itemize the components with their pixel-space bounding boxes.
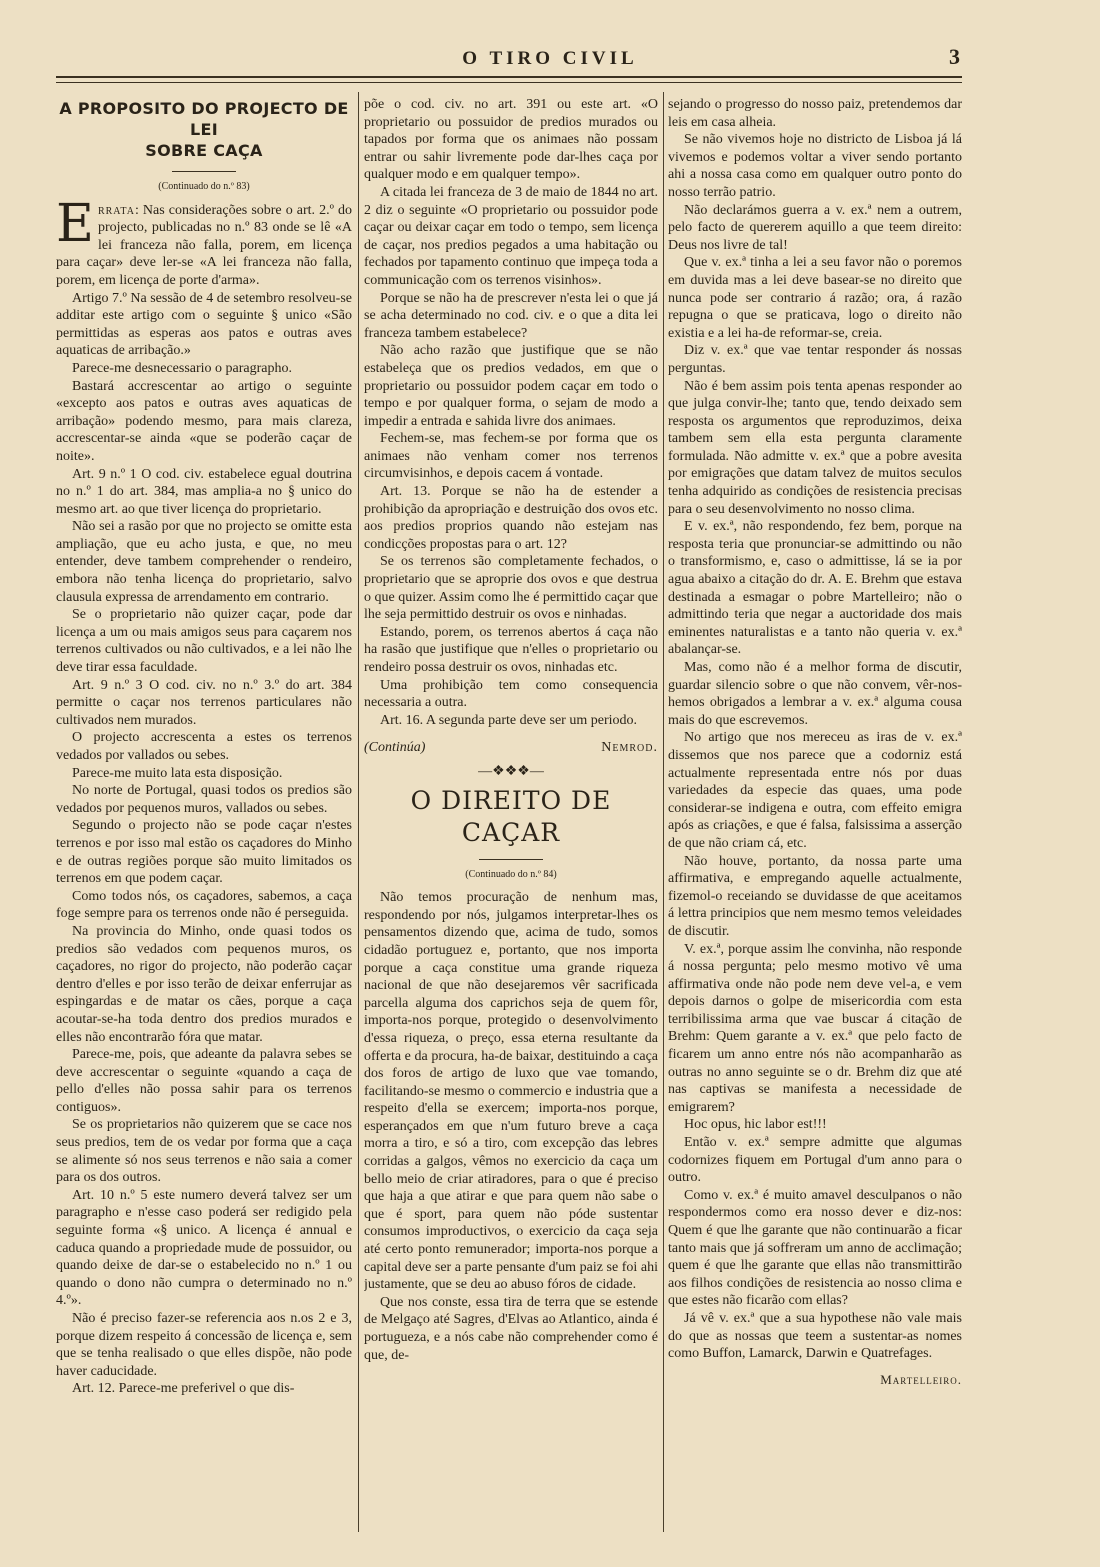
paragraph: Parece-me desnecessario o paragrapho. xyxy=(72,360,293,376)
header-rule-thin xyxy=(56,82,962,83)
errata-label: rrata xyxy=(97,202,135,218)
column-divider xyxy=(663,92,664,1532)
paragraph: V. ex.ª, porque assim lhe convinha, não responde á nossa pergunta; pelo mesmo motivo vê uma affirmativa onde não pode nem deve vel-a, e vem depois darnos o golpe de misericordia com esta terribilissima arma que vae buscar á citação de Brehm: Quem garante a v. ex.ª que pelo facto de ficarem um anno entre nós não acompanharão as outras no anno seguinte se o dr. Brehm diz que até nas captivas se manifesta a necessidade de emigrarem? xyxy=(668,941,962,1115)
column-3 xyxy=(668,96,962,1536)
masthead xyxy=(0,40,1100,74)
paragraph: Não declarámos guerra a v. ex.ª nem a outrem, pelo facto de quererem aquillo a que teem direito: Deus nos livre de tal! xyxy=(668,202,962,253)
paragraph: Então v. ex.ª sempre admitte que algumas codornizes fiquem em Portugal d'um anno para o outro. xyxy=(668,1135,962,1186)
paragraph: O projecto accrescenta a estes os terrenos vedados por vallados ou sebes. xyxy=(56,730,352,763)
paragraph: Se os terrenos são completamente fechados, o proprietario que se aproprie dos ovos e que destrua o que quizer. Assim como lhe é permittido caçar que lhe seja permittido destruir os ovos e ninhadas. xyxy=(364,554,658,623)
paragraph: Na provincia do Minho, onde quasi todos os predios são vedados com pequenos muros, os caçadores, no rigor do projecto, não poderão caçar dentro d'elles e por isso terão de deixar enferrujar as espingardas e de matar os cães, porque a caça acoutar-se-ha toda dentro dos predios murados e elles não encontrarão fóra que matar. xyxy=(56,923,352,1045)
paragraph: Não é bem assim pois tenta apenas responder ao que julga convir-lhe; tanto que, tendo deixado sem resposta os argumentos que reproduzimos, deixa tambem sem ella esta pergunta claramente formulada. Não admitte v. ex.ª que a pobre avesita por emigrações que datam talvez de muitos seculos tenha adquirido as condições de resistencia precisas para o seu desenvolvimento no nosso clima. xyxy=(668,378,962,517)
continuation-note: (Continuado do n.º 83) xyxy=(158,181,250,192)
paragraph: Não houve, portanto, da nossa parte uma affirmativa, e empregando aquelle actualmente, fizemol-o receiando se duvidasse de que aceitamos á lettra principios que nem mesmo temos veleidades de discutir. xyxy=(668,853,962,939)
paragraph: Porque se não ha de prescrever n'esta lei o que já se acha determinado no cod. civ. e o que a dita lei franceza tambem estabelece? xyxy=(364,290,658,341)
paragraph: Art. 12. Parece-me preferivel o que dis- xyxy=(72,1381,295,1397)
paragraph: Como todos nós, os caçadores, sabemos, a caça foge sempre para os terrenos onde não é perseguida. xyxy=(56,888,352,922)
paragraph: Uma prohibição tem como consequencia necessaria a outra. xyxy=(364,677,658,711)
paragraph: Se os proprietarios não quizerem que se cace nos seus predios, tem de os vedar por forma que a caça se alimente só nos seus terrenos e não saia a comer para os dos outros. xyxy=(56,1117,352,1186)
paragraph: Como v. ex.ª é muito amavel desculpanos o não respondermos como era nosso dever e diz-nos: Quem é que lhe garante que não continuarão a ficar tanto mais que já soffreram um anno de acclimação; quem é que lhe garante que ellas não transmittirão aos filhos condições de resistencia ao nosso clima e que estes não ficarão com ellas? xyxy=(668,1187,962,1309)
article-title-line-1: A PROPOSITO DO PROJECTO DE LEI xyxy=(59,99,349,139)
paragraph: Art. 13. Porque se não ha de estender a prohibição da apropriação e destruição dos ovos etc. aos predios proprios quando não estejam nas condicções propostas para o art. 12? xyxy=(364,484,658,552)
title-rule xyxy=(172,171,236,172)
paragraph: Mas, como não é a melhor forma de discutir, guardar silencio sobre o que não convem, vêr-nos-hemos obrigados a lembrar a v. ex.ª alguma cousa mais do que escrevemos. xyxy=(668,660,962,728)
column-divider xyxy=(358,92,359,1532)
signature-line xyxy=(364,739,658,757)
paragraph: Artigo 7.º Na sessão de 4 de setembro resolveu-se additar este artigo com o seguinte § unico «São permittidas as esperas aos patos e outras aves aquaticas de arribação.» xyxy=(56,290,352,359)
paragraph: No norte de Portugal, quasi todos os predios são vedados por pequenos muros, vallados ou sebes. xyxy=(56,783,352,816)
title-rule xyxy=(479,859,543,860)
paragraph: sejando o progresso do nosso paiz, pretendemos dar leis em casa alheia. xyxy=(668,97,962,130)
paragraph: Fechem-se, mas fechem-se por forma que os animaes não venham comer nos terrenos circumvisinhos, e depois cacem á vontade. xyxy=(364,431,658,482)
paragraph: Não é preciso fazer-se referencia aos n.os 2 e 3, porque dizem respeito á concessão de licença e, sem que se tenha realisado o que elles dispõe, não pode haver caducidade. xyxy=(56,1311,352,1379)
header-rule xyxy=(56,76,962,78)
page-number: 3 xyxy=(949,44,960,69)
paragraph: Se não vivemos hoje no districto de Lisboa já lá vivemos e podemos voltar a viver sendo portanto ahi a nossa casa como em qualquer outro ponto do nosso terrão patrio. xyxy=(668,132,962,200)
paragraph: põe o cod. civ. no art. 391 ou este art. «O proprietario ou possuidor de predios murados ou tapados por forma que os animaes não possam entrar ou sahir livremente pode dar-lhes caça por qualquer modo e em qualquer tempo». xyxy=(364,97,658,183)
paragraph: Não temos procuração de nenhum mas, respondendo por nós, julgamos interpretar-lhes os pensamentos dizendo que, acima de tudo, somos cidadão portuguez e, portanto, que nos importa porque a caça constitue uma grande riqueza nacional de que não desejaremos vêr sacrificada parcella alguma dos caprichos seja de quem fôr, importa-nos porque, protegido o desenvolvimento d'essa riqueza, o preço, essa eterna resultante da offerta e da procura, ha-de baixar, destituindo a caça dos foros de artigo de luxo que vae tomando, facilitando-se mesmo o commercio e industria que a respeito d'ella se exercem; importa-nos porque, esperançados em que n'um futuro breve a caça morra a tiro, e só a tiro, com excepção das lebres corridas a galgos, vêmos no exercicio da caça um bello meio de criar atiradores, para o que é preciso que haja a que atirar e que para quem não sabe o que é sport, para quem não póde sustentar consumos improductivos, o exercicio da caça seja até certo ponto remunerador; importa-nos porque a capital deve ser a parte pensante d'um paiz se foi ahi justamente, que se deu ao abuso fóros de cidade. xyxy=(364,890,658,1293)
paragraph: Hoc opus, hic labor est!!! xyxy=(684,1117,827,1133)
paragraph: A citada lei franceza de 3 de maio de 1844 no art. 2 diz o seguinte «O proprietario ou possuidor pode caçar ou deixar caçar em todo o tempo, sem licença de caçar, nos predios pegados a uma habitação ou fechados por tapamento continuo que impeça toda a communicação com os terrenos visinhos». xyxy=(364,184,658,288)
newspaper-title: O TIRO CIVIL xyxy=(462,48,638,69)
paragraph: Não acho razão que justifique que se não estabeleça que os predios vedados, em que o proprietario ou possuidor podem caçar em todo o tempo e por qualquer forma, o sejam de modo a impedir a entrada e sahida livre dos animaes. xyxy=(364,343,658,429)
author-signature: Martelleiro. xyxy=(880,1371,962,1387)
paragraph: E v. ex.ª, não respondendo, fez bem, porque na resposta teria que pronunciar-se admittindo ou não o transformismo, e, caso o admittisse, lá se ia por agua abaixo a citação do dr. A. E. Brehm que estava destinada a esmagar o pobre Martelleiro; não o admittindo teria que negar a auctoridade dos mais eminentes naturalistas e a tanto não queria v. ex.ª abalançar-se. xyxy=(668,519,962,658)
continua-note: (Continúa) xyxy=(364,740,426,756)
paragraph: Já vê v. ex.ª que a sua hypothese não vale mais do que as nossas que teem a sustentar-as nomes como Buffon, Lamarck, Darwin e Quatrefages. xyxy=(668,1310,962,1362)
paragraph: Art. 9 n.º 3 O cod. civ. no n.º 3.º do art. 384 permitte o caçar nos terrenos particulares não cultivados nem murados. xyxy=(56,677,352,728)
drop-cap: E xyxy=(56,193,94,254)
section-ornament: —❖❖❖— xyxy=(478,763,544,779)
article-title: O DIREITO DE CAÇAR xyxy=(410,785,612,847)
column-2 xyxy=(364,96,658,1536)
paragraph: Diz v. ex.ª que vae tentar responder ás nossas perguntas. xyxy=(668,343,962,376)
paragraph: Parece-me, pois, que adeante da palavra sebes se deve accrescentar o seguinte «quando a caça de pello d'elles não possa sahir para os terrenos contiguos». xyxy=(56,1047,352,1115)
paragraph: Que nos conste, essa tira de terra que se estende de Melgaço até Sagres, d'Elvas ao Atlantico, ainda é portugueza, e a nós cabe não comprehender como é que, de- xyxy=(364,1294,658,1363)
paragraph: Bastará accrescentar ao artigo o seguinte «excepto aos patos e outras aves aquaticas de arribação» podendo mesmo, para mais clareza, accrescentar-se ainda «que se poderão caçar de noite». xyxy=(56,378,352,464)
paragraph: Que v. ex.ª tinha a lei a seu favor não o poremos em duvida mas a lei deve basear-se no direito que nunca pode ser contrario á razão; ora, á razão repugna o que se praticava, logo o direito não existia e a lei ha-de reformar-se, creia. xyxy=(668,255,962,341)
paragraph: Art. 9 n.º 1 O cod. civ. estabelece egual doutrina no n.º 1 do art. 384, mas amplia-a no § unico do mesmo art. ao que tiver licença do proprietario. xyxy=(56,466,352,517)
article-title xyxy=(56,98,352,161)
errata-paragraph xyxy=(56,193,352,290)
continuation-note: (Continuado do n.º 84) xyxy=(465,868,557,880)
paragraph: Art. 10 n.º 5 este numero deverá talvez ser um paragrapho e n'esse caso poderá ser redigido pela seguinte forma «§ unico. A licença é annual e caduca quando a propriedade mude de possuidor, ou quando deixe de dar-se o estabelecido no n.º 1 ou quando o dono não cumpra o determinado no n.º 4.º». xyxy=(56,1187,352,1309)
article-title-line-2: SOBRE CAÇA xyxy=(145,141,263,160)
paragraph: Estando, porem, os terrenos abertos á caça não ha rasão que justifique que n'elles o proprietario ou rendeiro possa destruir os ovos, ninhadas etc. xyxy=(364,624,658,675)
paragraph: Parece-me muito lata esta disposição. xyxy=(72,765,283,781)
author-signature: Nemrod. xyxy=(601,740,658,756)
paragraph: Se o proprietario não quizer caçar, pode dar licença a um ou mais amigos seus para caçarem nos terrenos cultivados ou não cultivados, e a lei não lhe deve tirar essa faculdade. xyxy=(56,607,352,676)
column-1 xyxy=(56,96,352,1536)
paragraph: No artigo que nos mereceu as iras de v. ex.ª dissemos que nos parece que a codorniz está actualmente representada entre nós por duas variedades da especie das quaes, uma pode considerar-se indigena e outra, com effeito emigra após as criações, e que é falsa, falsissima a asserção de que não criam cá, etc. xyxy=(668,730,962,851)
paragraph: Segundo o projecto não se pode caçar n'estes terrenos e por isso mal estão os caçadores do Minho e de outras regiões porque são muito limitados os terrenos em que podem caçar. xyxy=(56,818,352,887)
paragraph: Art. 16. A segunda parte deve ser um periodo. xyxy=(380,712,637,728)
paragraph: Não sei a rasão por que no projecto se omitte esta ampliação, que eu acho justa, e que, no meu entender, deve tambem comprehender o rendeiro, embora não tenha licença do proprietario, salvo clausula expressa de arrendamento em contrario. xyxy=(56,519,352,605)
errata-text: : Nas considerações sobre o art. 2.º do projecto, publicadas no n.º 83 onde se lê «A lei franceza não falla, porem, em licença para caçar» deve ler-se «A lei franceza não falla, porem, em licença de porte d'arma». xyxy=(56,202,352,288)
